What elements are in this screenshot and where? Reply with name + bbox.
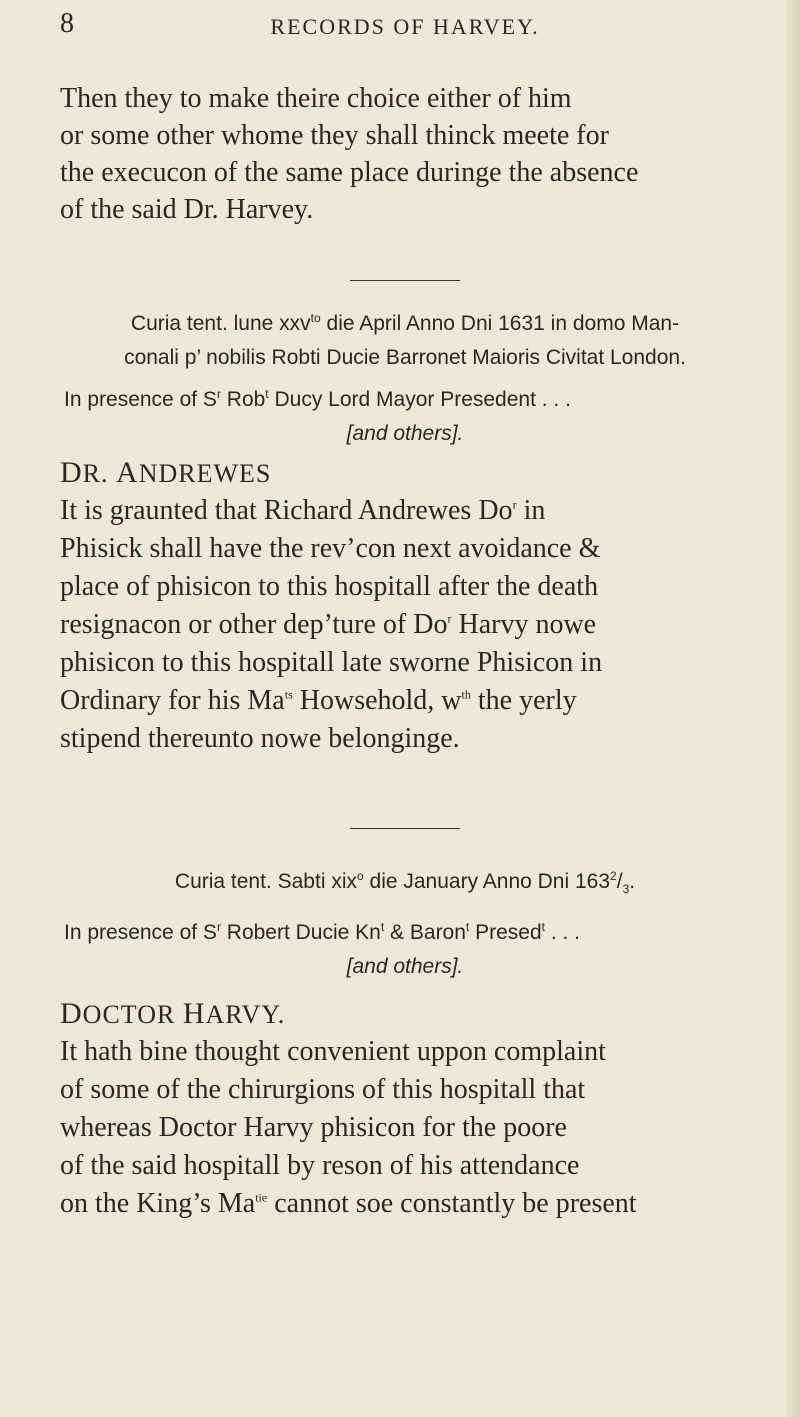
text-line: Ordinary for his $Ma^{ts}$ Howsehold, $w^{th}$ the yerly [60, 685, 577, 716]
text-line: place of phisicon to this hospitall after the death [60, 571, 599, 602]
section-divider [350, 828, 460, 829]
paragraph-andrewes-grant [60, 492, 750, 758]
text-line: on the King’s $Ma^{tie}$ cannot soe constantly be present [60, 1188, 637, 1220]
text-line: whereas Doctor Harvy phisicon for the poore [60, 1112, 567, 1144]
text-line: Phisick shall have the rev’con next avoidance & [60, 533, 601, 564]
court-line: Curia tent. lune xxv$^{to}$ die April Anno Dni 1631 in domo Man- [130, 311, 680, 335]
text-line: stipend thereunto nowe belonginge. [60, 723, 460, 754]
running-header [60, 8, 750, 48]
text-line: of the said Dr. Harvey. [60, 194, 314, 225]
text-line: resignacon or other dep’ture of Do$^r$ Harvy nowe [60, 609, 597, 640]
heading-doctor-harvy: DOCTOR HARVY. [60, 997, 286, 1031]
text-line: It hath bine thought convenient uppon complaint [60, 1036, 606, 1068]
text-line: of some of the chirurgions of this hospitall that [60, 1074, 586, 1106]
court-entry-1633 [60, 865, 750, 984]
page-edge-shadow [786, 0, 800, 1417]
text-line: the execucon of the same place duringe the absence [60, 157, 639, 188]
court-entry-1631 [60, 307, 750, 451]
running-title: RECORDS OF HARVEY. [270, 14, 540, 39]
text-line: phisicon to this hospitall late sworne Phisicon in [60, 647, 603, 678]
text-line: Then they to make theire choice either of him [60, 83, 572, 114]
presence-line: In presence of $S^r$ Rob$^t$ Ducy Lord Mayor Presedent . . . [64, 387, 571, 411]
paragraph-choice [60, 80, 750, 228]
page-number: 8 [60, 8, 74, 39]
text-line: of the said hospitall by reson of his attendance [60, 1150, 580, 1182]
paragraph-harvy-complaint [60, 1033, 750, 1223]
heading-dr-andrewes: DR. ANDREWES [60, 456, 272, 489]
and-others: [and others]. [346, 955, 464, 979]
text-line: or some other whome they shall thinck meete for [60, 120, 609, 151]
court-line: conali p’ nobilis Robti Ducie Barronet Maioris Civitat London. [124, 346, 686, 369]
section-divider [350, 280, 460, 281]
presence-line: In presence of $S^r$ Robert Ducie Kn$^t$ & Baron$^t$ Presed$^t$ . . . [64, 920, 580, 945]
and-others: [and others]. [346, 422, 464, 445]
court-line: Curia tent. Sabti xix$^o$ die January Anno Dni $163^2/_3$. [174, 869, 636, 897]
page-body [60, 80, 750, 1223]
text-line: It is graunted that Richard Andrewes Do$^r$ in [60, 495, 546, 526]
